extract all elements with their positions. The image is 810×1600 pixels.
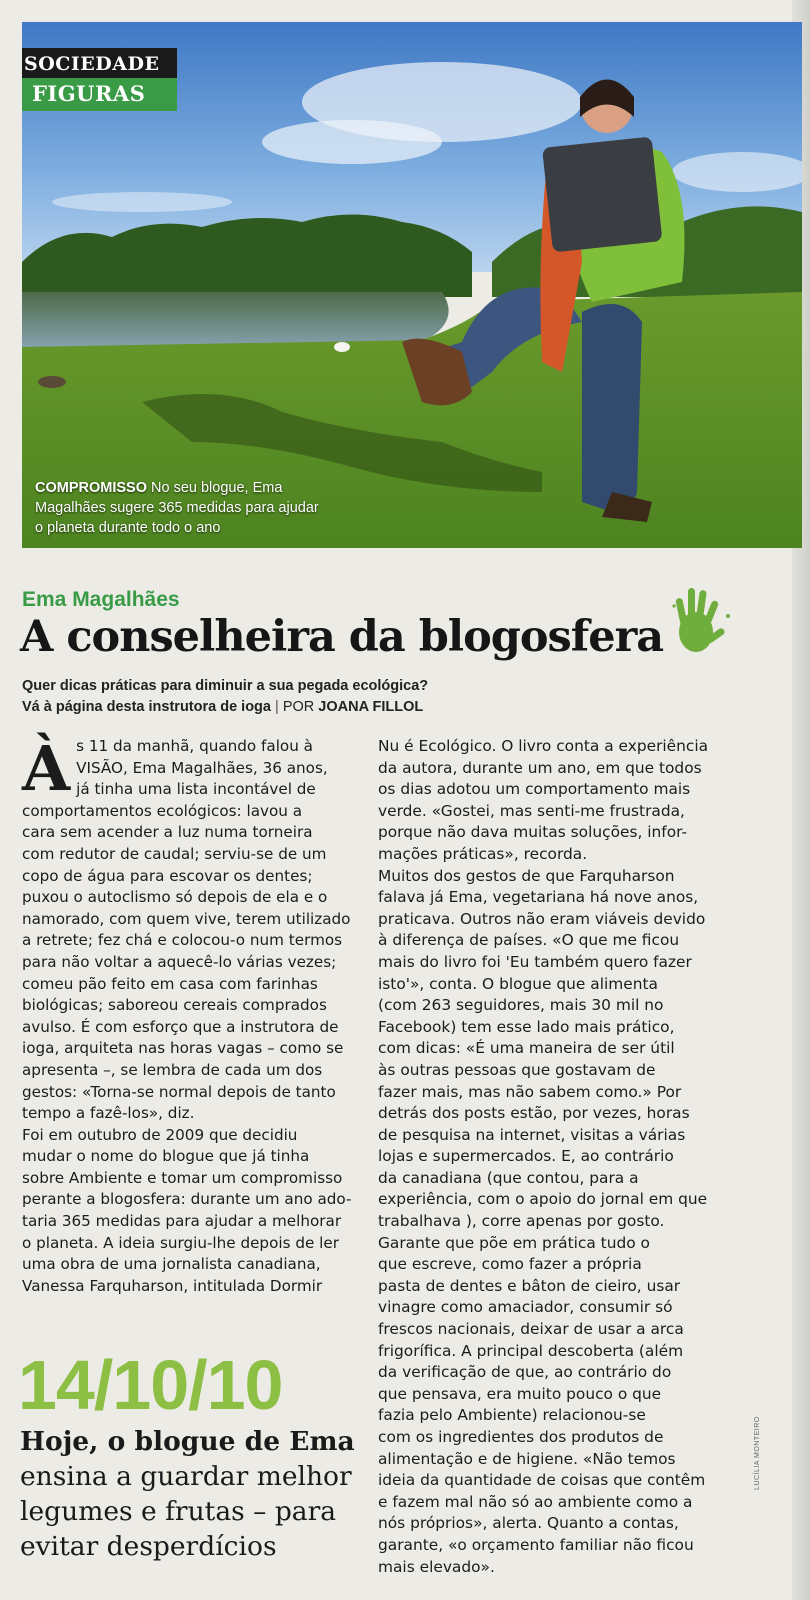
left-line: cara sem acender a luz numa torneira — [22, 823, 313, 842]
right-line: praticava. Outros não eram viáveis devido — [378, 909, 706, 928]
left-line: taria 365 medidas para ajudar a melhorar — [22, 1212, 342, 1231]
date-box-line-3: legumes e frutas – para — [20, 1496, 337, 1527]
right-line: frescos nacionais, deixar de usar a arca — [378, 1320, 684, 1339]
standfirst-line-1: Quer dicas práticas para diminuir a sua pegada ecológica? — [22, 678, 429, 694]
left-line: ioga, arquiteta nas horas vagas – como se — [22, 1039, 344, 1058]
right-line: que escreve, como fazer a própria — [378, 1255, 642, 1274]
photo-credit: LUCÍLIA MONTEIRO — [754, 1416, 761, 1490]
right-line: às outras pessoas que gostavam de — [378, 1060, 656, 1079]
left-line: com redutor de caudal; serviu-se de um — [22, 844, 327, 863]
left-line: comeu pão feito em casa com farinhas — [22, 974, 318, 993]
right-line: Garante que põe em prática tudo o — [378, 1233, 650, 1252]
right-line: e fazem mal não só ao ambiente como a — [378, 1492, 693, 1511]
right-line: mais elevado». — [378, 1557, 495, 1576]
photo-caption — [35, 478, 325, 538]
right-line: da autora, durante um ano, em que todos — [378, 758, 702, 777]
section-tag — [22, 48, 177, 111]
left-line: gestos: «Torna-se normal depois de tanto — [22, 1082, 336, 1101]
right-line: experiência, com o apoio do jornal em que — [378, 1190, 708, 1209]
byline-author: JOANA FILLOL — [318, 699, 424, 715]
article-standfirst — [22, 676, 662, 718]
subsection-label: FIGURAS — [22, 78, 177, 111]
date-box-line-2: ensina a guardar melhor — [20, 1461, 352, 1492]
left-line: comportamentos ecológicos: lavou a — [22, 801, 303, 820]
left-line: puxou o autoclismo só depois de ela e o — [22, 888, 328, 907]
right-line: Facebook) tem esse lado mais prático, — [378, 1017, 675, 1036]
left-line: avulso. É com esforço que a instrutora de — [22, 1017, 339, 1036]
byline-separator: | — [275, 699, 279, 715]
article-column-right — [378, 736, 738, 1578]
left-line: VISÃO, Ema Magalhães, 36 anos, — [76, 758, 328, 777]
right-line: trabalhava ), corre apenas por gosto. — [378, 1212, 665, 1231]
right-line: (com 263 seguidores, mais 30 mil no — [378, 996, 664, 1015]
right-line: de pesquisa na internet, visitas a várias — [378, 1125, 686, 1144]
right-line: mações práticas», recorda. — [378, 844, 588, 863]
right-line: à diferença de países. «O que me ficou — [378, 931, 680, 950]
left-line: s 11 da manhã, quando falou à — [76, 737, 313, 755]
left-line: sobre Ambiente e tomar um compromisso — [22, 1168, 343, 1187]
standfirst-line-2 — [22, 697, 662, 718]
right-line: detrás dos posts estão, por vezes, horas — [378, 1104, 690, 1123]
right-line: lojas e supermercados. E, ao contrário — [378, 1147, 674, 1166]
left-line: namorado, com quem vive, terem utilizado — [22, 909, 351, 928]
right-line: da verificação de que, ao contrário do — [378, 1363, 672, 1382]
date-box-text — [20, 1424, 360, 1564]
left-line: perante a blogosfera: durante um ano ado- — [22, 1190, 352, 1209]
standfirst-line-2-text: Vá à página desta instrutora de ioga — [22, 699, 271, 715]
right-line: nós próprios», alerta. Quanto a contas, — [378, 1514, 679, 1533]
right-line: pasta de dentes e bâton de cieiro, usar — [378, 1276, 681, 1295]
right-line: os dias adotou um comportamento mais — [378, 780, 691, 799]
left-line: Foi em outubro de 2009 que decidiu — [22, 1125, 298, 1144]
left-line: biológicas; saboreou cereais comprados — [22, 996, 327, 1015]
right-line: garante, «o orçamento familiar não ficou — [378, 1535, 694, 1554]
byline-prefix: POR — [282, 699, 315, 715]
left-line: para não voltar a aquecê-lo várias vezes; — [22, 952, 337, 971]
right-line: alimentação e de higiene. «Não temos — [378, 1449, 676, 1468]
article-kicker: Ema Magalhães — [22, 588, 180, 611]
left-line: a retrete; fez chá e colocou-o num termos — [22, 931, 343, 950]
section-label: SOCIEDADE — [22, 48, 177, 78]
caption-text: No seu blogue, Ema Magalhães sugere 365 medidas para ajudar o planeta durante todo o ano — [35, 480, 319, 536]
left-line: Vanessa Farquharson, intitulada Dormir — [22, 1276, 323, 1295]
right-line: isto'», conta. O blogue que alimenta — [378, 974, 658, 993]
right-line: mais do livro foi 'Eu também quero fazer — [378, 952, 692, 971]
right-line: verde. «Gostei, mas senti-me frustrada, — [378, 801, 685, 820]
left-line: tempo a fazê-los», diz. — [22, 1104, 195, 1123]
green-hand-icon — [666, 586, 736, 662]
right-line: fazer mais, mas não sabem como.» Por — [378, 1082, 682, 1101]
date-highlight: 14/10/10 — [18, 1346, 283, 1424]
left-line: apresenta –, se lembra de cada um dos — [22, 1060, 323, 1079]
left-line: copo de água para escovar os dentes; — [22, 866, 313, 885]
drop-cap: À — [22, 732, 71, 805]
date-box-line-4: evitar desperdícios — [20, 1531, 277, 1562]
right-line: que pensava, era muito pouco o que — [378, 1384, 662, 1403]
left-line: já tinha uma lista incontável de — [76, 780, 316, 799]
left-line: uma obra de uma jornalista canadiana, — [22, 1255, 321, 1274]
left-line: mudar o nome do blogue que já tinha — [22, 1147, 310, 1166]
right-line: frigorífica. A principal descoberta (além — [378, 1341, 684, 1360]
right-line: falava já Ema, vegetariana há nove anos, — [378, 888, 699, 907]
right-line: Muitos dos gestos de que Farquharson — [378, 866, 675, 885]
article-headline: A conselheira da blogosfera — [20, 612, 664, 662]
date-box-line-1: Hoje, o blogue de Ema — [20, 1426, 355, 1457]
right-line: fazia pelo Ambiente) relacionou-se — [378, 1406, 646, 1425]
article-column-left — [22, 732, 352, 1297]
right-line: com dicas: «É uma maneira de ser útil — [378, 1039, 675, 1058]
right-line: vinagre como amaciador, consumir só — [378, 1298, 673, 1317]
left-line: o planeta. A ideia surgiu-lhe depois de ler — [22, 1233, 339, 1252]
right-line: ideia da quantidade de coisas que contêm — [378, 1471, 706, 1490]
right-line: com os ingredientes dos produtos de — [378, 1428, 664, 1446]
right-line: Nu é Ecológico. O livro conta a experiência — [378, 737, 709, 755]
caption-lead: COMPROMISSO — [35, 480, 147, 496]
right-line: da canadiana (que contou, para a — [378, 1168, 639, 1187]
right-line: porque não dava muitas soluções, infor- — [378, 823, 688, 842]
